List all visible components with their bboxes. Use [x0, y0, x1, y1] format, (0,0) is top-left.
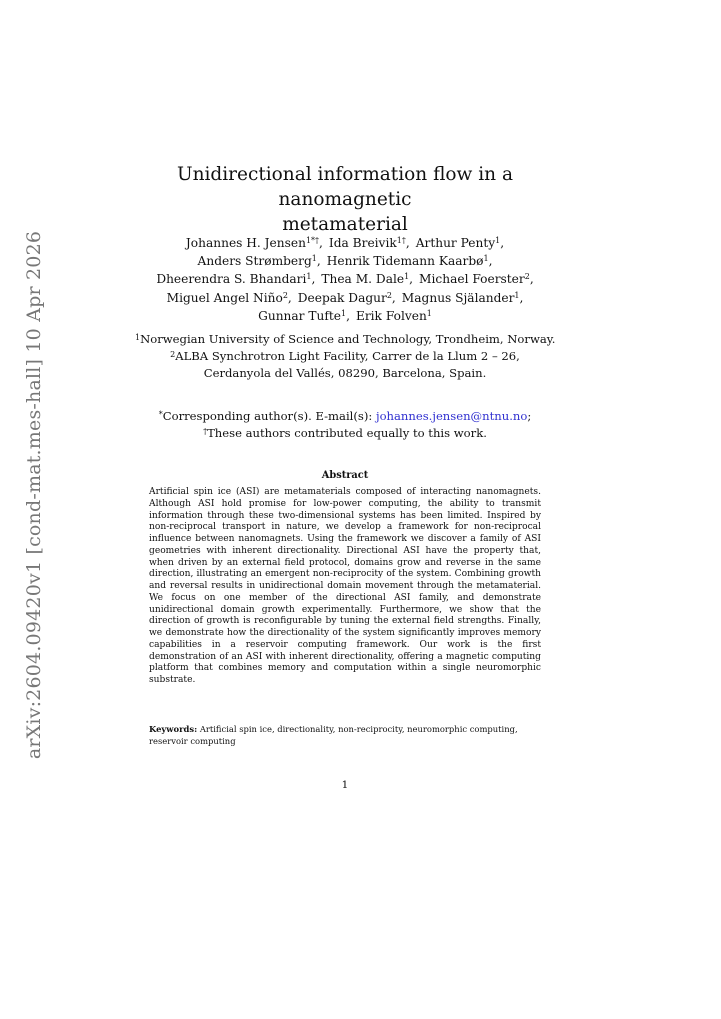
author — [327, 254, 493, 268]
author-separator: , — [529, 272, 534, 287]
author-name: Ida Breivik — [328, 236, 397, 250]
author-affiliation-marker: 1† — [396, 236, 406, 245]
author-line — [135, 270, 555, 288]
author-separator: , — [409, 272, 414, 287]
keywords — [149, 724, 541, 747]
author — [419, 272, 534, 286]
equal-contribution-dagger: † — [203, 427, 208, 436]
author-affiliation-marker: 1 — [340, 308, 347, 318]
affiliation-1 — [135, 331, 555, 348]
author-name: Erik Folven — [355, 308, 427, 323]
author-affiliation-marker: 1 — [404, 272, 410, 282]
author — [321, 272, 413, 286]
author — [298, 291, 396, 305]
affiliation-2-text: ALBA Synchrotron Light Facility, Carrer de la Llum 2 – 26, — [175, 349, 520, 363]
author — [186, 236, 323, 250]
author-name: Dheerendra S. Bhandari — [156, 272, 307, 287]
corresponding-star: * — [158, 410, 163, 419]
author-affiliation-marker: 2 — [282, 290, 288, 300]
author-name: Thea M. Dale — [321, 272, 405, 287]
author-separator: , — [405, 236, 410, 250]
title-line-1: Unidirectional information flow in a nanomagnetic — [176, 164, 514, 210]
author-name: Michael Foerster — [419, 272, 525, 287]
author-affiliation-marker: 1 — [426, 308, 432, 318]
author-separator: , — [316, 254, 321, 269]
author-separator: , — [519, 290, 524, 305]
author — [329, 236, 410, 250]
author-name: Johannes H. Jensen — [185, 236, 306, 250]
equal-contribution-line — [135, 425, 555, 442]
author-separator: , — [346, 308, 350, 323]
corresponding-author-line — [135, 408, 555, 425]
affiliations — [135, 331, 555, 382]
author-name: Magnus Själander — [401, 290, 515, 305]
affiliation-2-continued: Cerdanyola del Vallés, 08290, Barcelona, Spain. — [203, 366, 487, 380]
affiliation-2-marker: 2 — [170, 350, 176, 359]
author-name: Miguel Angel Niño — [166, 290, 283, 305]
author-name: Gunnar Tufte — [258, 308, 341, 323]
author-affiliation-marker: 1 — [306, 272, 312, 282]
equal-contribution-text: These authors contributed equally to this work. — [207, 426, 487, 440]
title-line-2: metamaterial — [282, 214, 408, 235]
author-name: Henrik Tidemann Kaarbø — [326, 254, 484, 269]
author-line — [135, 252, 555, 270]
author — [156, 272, 315, 286]
author-separator: , — [488, 254, 493, 269]
author-affiliation-marker: 1 — [495, 236, 501, 245]
author-separator: , — [500, 236, 505, 250]
author-list — [135, 234, 555, 325]
author — [198, 254, 321, 268]
author-affiliation-marker: 1 — [483, 254, 489, 264]
author-separator: , — [311, 272, 316, 287]
author — [402, 291, 524, 305]
affiliation-2 — [135, 348, 555, 365]
affiliation-1-text: Norwegian University of Science and Technology, Trondheim, Norway. — [140, 332, 556, 346]
author — [356, 309, 432, 323]
author — [416, 236, 504, 250]
corresponding-after: ; — [527, 409, 532, 423]
author-line — [135, 307, 555, 325]
abstract-heading: Abstract — [321, 470, 369, 481]
author-affiliation-marker: 1 — [514, 290, 520, 300]
author-separator: , — [319, 236, 323, 250]
corresponding-info — [135, 408, 555, 442]
author — [258, 309, 350, 323]
keywords-label: Keywords: — [149, 724, 198, 734]
corresponding-text: Corresponding author(s). E-mail(s): — [162, 409, 376, 423]
arxiv-identifier-sidebar — [19, 230, 49, 760]
author-name: Anders Strømberg — [197, 254, 312, 269]
abstract-text: Artificial spin ice (ASI) are metamaterials composed of interacting nanomagnets. Although ASI hold promise for low-power computing, the ability to transmit information through these two-dimensional systems has been limited. Inspired by non-reciprocal transport in nature, we develop a framework for non-reciprocal influence between nanomagnets. Using the framework we discover a family of ASI geometries with inherent directionality. Directional ASI have the property that, when driven by an external field protocol, domains grow and reverse in the same direction, illustrating an emergent non-reciprocity of the system. Combining growth and reversal results in unidirectional domain movement through the metamaterial. We focus on one member of the directional ASI family, and demonstrate unidirectional domain growth experimentally. Furthermore, we show that the direction of growth is reconfigurable by tuning the external field strengths. Finally, we demonstrate how the directionality of the system significantly improves memory capabilities in a reservoir computing framework. Our work is the first demonstration of an ASI with inherent directionality, offering a magnetic computing platform that combines memory and computation within a single neuromorphic substrate. — [149, 487, 541, 685]
affiliation-1-marker: 1 — [135, 333, 141, 342]
keywords-text: Artificial spin ice, directionality, non-reciprocity, neuromorphic computing, reservoir computing — [149, 724, 518, 746]
arxiv-identifier: arXiv:2604.09420v1 [cond-mat.mes-hall] 10 Apr 2026 — [23, 230, 45, 760]
author-affiliation-marker: 1 — [311, 254, 317, 264]
paper-title — [135, 162, 555, 237]
author-line — [135, 289, 555, 307]
page-number: 1 — [341, 779, 349, 791]
author-affiliation-marker: 1*† — [305, 236, 320, 245]
author — [167, 291, 292, 305]
author-name: Arthur Penty — [415, 236, 496, 250]
author-affiliation-marker: 2 — [524, 272, 530, 282]
author-name: Deepak Dagur — [297, 290, 387, 305]
author-line — [135, 234, 555, 252]
author-separator: , — [287, 290, 292, 305]
author-separator: , — [391, 290, 396, 305]
author-affiliation-marker: 2 — [386, 290, 392, 300]
corresponding-email-link[interactable]: johannes.jensen@ntnu.no — [375, 409, 528, 423]
